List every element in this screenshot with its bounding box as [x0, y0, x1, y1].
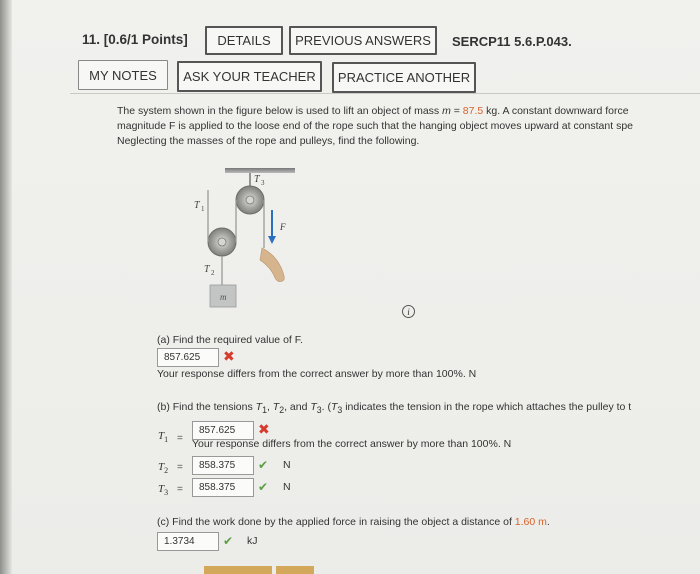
equals-sign: =: [177, 484, 183, 495]
problem-line-1: The system shown in the figure below is used to lift an object of mass m = 87.5 kg. A constant downward force: [117, 105, 629, 117]
distance-value: 1.60 m: [514, 516, 547, 528]
t2-var-label: $T_2$: [158, 461, 169, 476]
correct-check-icon: ✔: [258, 458, 269, 472]
incorrect-icon: ✖: [258, 421, 270, 437]
part-c-unit: kJ: [247, 535, 258, 547]
question-header: 11. [0.6/1 Points]: [82, 32, 188, 47]
incorrect-icon: ✖: [223, 348, 235, 364]
svg-text:3: 3: [261, 179, 265, 187]
t1-label: T: [194, 200, 200, 211]
equals-sign: =: [177, 462, 183, 473]
correct-check-icon: ✔: [258, 480, 269, 494]
ask-teacher-button[interactable]: ASK YOUR TEACHER: [177, 61, 322, 92]
problem-line-2: magnitude F is applied to the loose end of the rope such that the hanging object moves upward at constant spe: [117, 120, 634, 132]
part-b-prompt: (b) Find the tensions $T_1$, $T_2$, and $T_3$. ($T_3$ indicates the tension in the rope which attaches the pulley to t: [157, 401, 632, 416]
problem-reference: SERCP11 5.6.P.043.: [452, 34, 572, 49]
ceiling: [225, 168, 295, 173]
part-a-feedback: Your response differs from the correct answer by more than 100%. N: [157, 368, 477, 380]
mass-label: m: [220, 292, 227, 302]
part-c-prompt: (c) Find the work done by the applied force in raising the object a distance of 1.60 m.: [157, 516, 550, 528]
part-a-prompt: (a) Find the required value of F.: [157, 334, 303, 346]
t2-unit: N: [283, 459, 291, 471]
my-notes-button[interactable]: MY NOTES: [78, 60, 168, 90]
t1-answer-input[interactable]: 857.625: [192, 421, 254, 440]
correct-check-icon: ✔: [223, 534, 234, 548]
previous-answers-button[interactable]: PREVIOUS ANSWERS: [289, 26, 437, 55]
t2-label: T: [204, 264, 210, 275]
t1-var-label: $T_1$: [158, 430, 169, 445]
t3-unit: N: [283, 481, 291, 493]
mass-value: 87.5: [462, 105, 484, 117]
t2-answer-input[interactable]: 858.375: [192, 456, 254, 475]
bottom-button-partial[interactable]: [276, 566, 314, 574]
t3-label: T: [254, 174, 260, 185]
force-label: F: [280, 222, 286, 232]
t3-answer-input[interactable]: 858.375: [192, 478, 254, 497]
part-a-answer-input[interactable]: 857.625: [157, 348, 219, 367]
divider: [70, 93, 700, 94]
screen-edge-shadow: [0, 0, 12, 574]
details-button[interactable]: DETAILS: [205, 26, 283, 55]
problem-line-3: Neglecting the masses of the rope and pulleys, find the following.: [117, 135, 420, 147]
practice-another-button[interactable]: PRACTICE ANOTHER: [332, 62, 476, 93]
svg-text:1: 1: [201, 205, 205, 213]
bottom-button-partial[interactable]: [204, 566, 272, 574]
equals-sign: =: [177, 433, 183, 444]
t1-feedback: Your response differs from the correct answer by more than 100%. N: [192, 438, 512, 450]
part-c-answer-input[interactable]: 1.3734: [157, 532, 219, 551]
info-icon[interactable]: i: [402, 305, 415, 318]
svg-text:2: 2: [211, 269, 215, 277]
t3-var-label: $T_3$: [158, 483, 169, 498]
problem-statement: [117, 104, 700, 149]
hand-icon: [260, 248, 284, 282]
pulley-diagram: [180, 160, 300, 320]
